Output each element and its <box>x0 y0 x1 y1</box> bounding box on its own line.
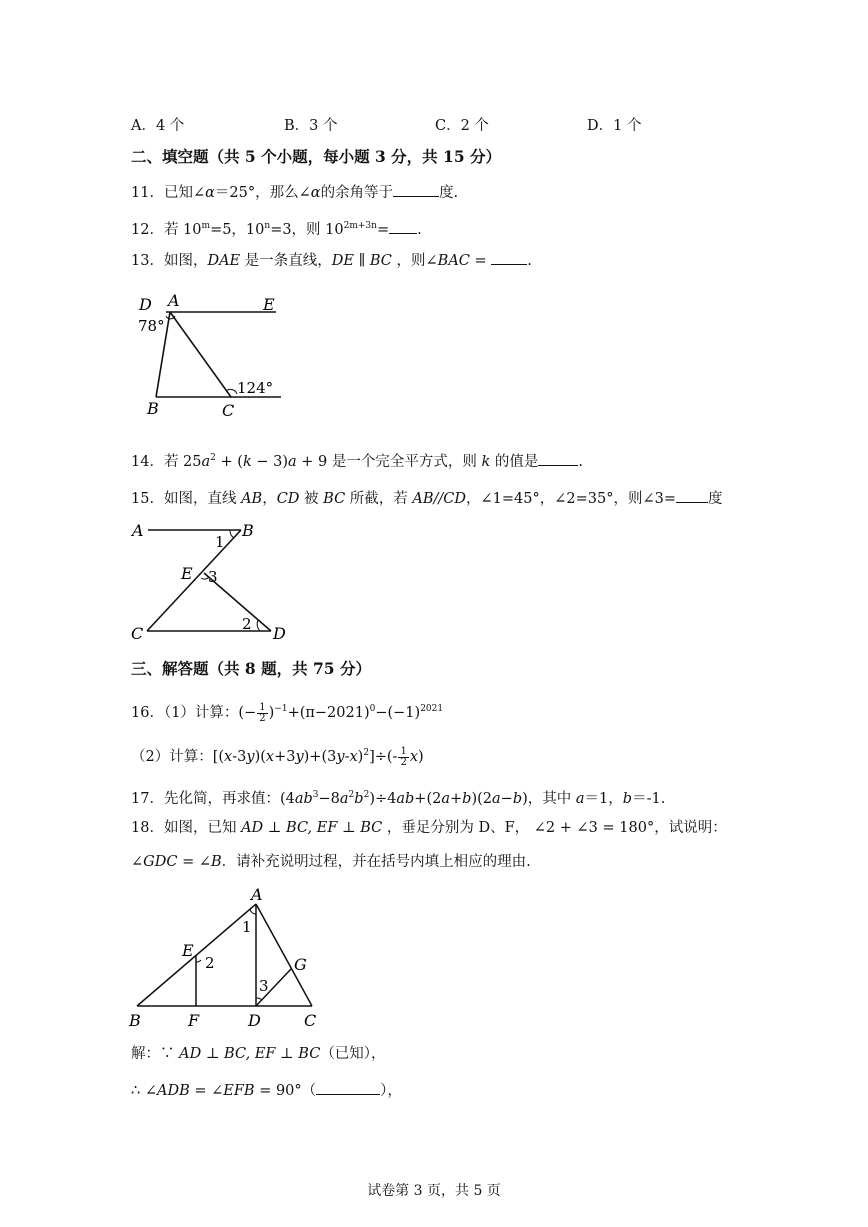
label-e: E <box>181 564 193 583</box>
figure-15 <box>130 518 300 648</box>
angle-arc-3 <box>256 998 262 1000</box>
angle-number-2: 2 <box>242 615 252 633</box>
label-d: D <box>273 624 286 643</box>
question-18-line-2: ∠GDC = ∠B．请补充说明过程，并在括号内填上相应的理由. <box>131 854 531 870</box>
angle-78: 78° <box>138 317 165 335</box>
option-b: B．3 个 <box>284 118 338 134</box>
question-17: 17．先化简，再求值：$(4ab^3-8a^2b^2)\div 4ab+(2a+b)(2a-b)$，其中 a＝1，b＝-1. <box>131 790 666 807</box>
label-f: F <box>188 1011 200 1030</box>
answer-blank[interactable] <box>538 451 578 466</box>
page-footer: 试卷第 3 页，共 5 页 <box>367 1183 501 1199</box>
angle-number-2: 2 <box>205 954 215 972</box>
figure-18 <box>128 882 328 1032</box>
label-e: E <box>182 941 194 960</box>
angle-arc-1 <box>230 530 234 538</box>
question-14: 14．若 $25a^2 + (k - 3)a + 9$ 是一个完全平方式，则 k 的值是 . <box>131 453 583 470</box>
angle-number-1: 1 <box>215 533 225 551</box>
question-18: 18．如图，已知 AD ⊥ BC, EF ⊥ BC ，垂足分别为 D、F， ∠2 + ∠3 = 180°，试说明： <box>131 820 727 836</box>
question-12: 12．若 $10^m=5$，$10^n=3$，则 $10^{2m+3n}=$ . <box>131 221 422 238</box>
section-3-heading: 三、解答题（共 8 题，共 75 分） <box>131 659 371 678</box>
label-d: D <box>248 1011 261 1030</box>
segment-bc <box>147 530 241 631</box>
reason-blank[interactable] <box>316 1080 380 1095</box>
angle-number-3: 3 <box>259 977 269 995</box>
label-a: A <box>132 521 144 540</box>
label-e: E <box>263 295 275 314</box>
angle-number-3: 3 <box>208 568 218 586</box>
solution-line-2: ∴ ∠ADB = ∠EFB = 90°（ ）， <box>131 1080 402 1101</box>
answer-blank[interactable] <box>389 219 417 234</box>
label-c: C <box>131 624 144 643</box>
label-d: D <box>139 295 152 314</box>
label-a: A <box>251 885 263 904</box>
label-c: C <box>304 1011 317 1030</box>
option-d: D．1 个 <box>587 118 642 134</box>
answer-blank[interactable] <box>491 250 527 265</box>
label-c: C <box>222 401 235 420</box>
option-a: A．4 个 <box>131 118 185 134</box>
angle-number-1: 1 <box>242 918 252 936</box>
question-11: 11．已知∠α＝25°，那么∠α的余角等于 度. <box>131 182 458 203</box>
question-15: 15．如图，直线 AB，CD 被 BC 所截，若 AB//CD，∠1=45°，∠2=35°，则∠3= 度 <box>131 488 723 509</box>
label-a: A <box>168 291 180 310</box>
label-b: B <box>129 1011 141 1030</box>
label-b: B <box>147 399 159 418</box>
label-g: G <box>294 955 307 974</box>
solution-line-1: 解：∵ AD ⊥ BC, EF ⊥ BC（已知）， <box>131 1046 386 1062</box>
angle-arc-1 <box>250 909 256 914</box>
segment-ac <box>170 312 231 397</box>
question-16-part-2: （2）计算：$[(x-3y)(x+3y)+(3y-x)^2]\div(-$ $\frac{1}{2}$ x) <box>131 745 424 768</box>
question-13: 13．如图，DAE 是一条直线，DE ∥ BC ，则∠BAC = . <box>131 250 532 271</box>
question-16-part-1: 16．（1）计算：(− $\frac{1}{2}$ )$^{-1}+(\pi-2021)^0-(-1)^{2021}$ <box>131 701 444 724</box>
fraction-one-half: $\frac{1}{2}$ <box>400 745 407 768</box>
fraction-one-half: $\frac{1}{2}$ <box>259 701 266 724</box>
figure-13 <box>130 290 290 420</box>
label-b: B <box>242 521 254 540</box>
section-2-heading: 二、填空题（共 5 个小题，每小题 3 分，共 15 分） <box>131 147 502 166</box>
answer-blank[interactable] <box>393 182 439 197</box>
angle-124: 124° <box>237 379 274 397</box>
answer-blank[interactable] <box>676 488 708 503</box>
option-c: C．2 个 <box>435 118 489 134</box>
